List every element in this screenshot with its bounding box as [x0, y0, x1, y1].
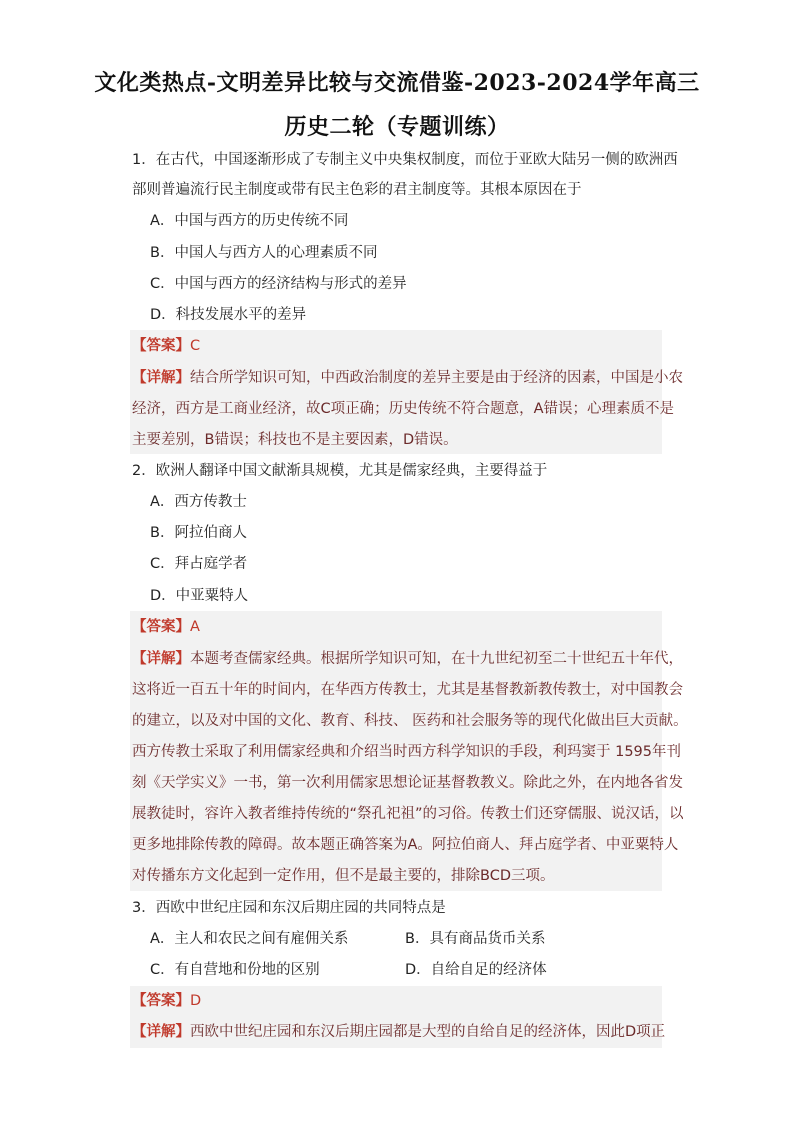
q1-option-b: B．中国人与西方人的心理素质不同	[150, 245, 378, 261]
q2-detail-line-4: 西方传教士采取了利用儒家经典和介绍当时西方科学知识的手段，利玛窦于 1595年刊	[132, 744, 682, 760]
q3-option-d: D．自给自足的经济体	[405, 962, 547, 978]
q2-stem-line-1: 2．欧洲人翻译中国文献渐具规模，尤其是儒家经典，主要得益于	[132, 463, 548, 479]
q1-stem-line-2: 部则普遍流行民主制度或带有民主色彩的君主制度等。其根本原因在于	[132, 182, 582, 198]
q3-option-c: C．有自营地和份地的区别	[150, 962, 320, 978]
q2-option-a: A．西方传教士	[150, 494, 247, 510]
q2-detail-line-2: 这将近一百五十年的时间内，在华西方传教士，尤其是基督教新教传教士，对中国教会	[132, 682, 683, 698]
q3-detail-text-1: 西欧中世纪庄园和东汉后期庄园都是大型的自给自足的经济体，因此D项正	[190, 1024, 666, 1040]
q2-detail-tag: 【详解】	[132, 651, 190, 667]
q2-detail-text-1: 本题考查儒家经典。根据所学知识可知，在十九世纪初至二十世纪五十年代，	[190, 651, 683, 667]
document-title-line-1: 文化类热点-文明差异比较与交流借鉴-2023-2024学年高三	[94, 70, 700, 96]
q2-option-b: B．阿拉伯商人	[150, 525, 247, 541]
q1-answer-value: C	[190, 338, 201, 354]
q1-option-c: C．中国与西方的经济结构与形式的差异	[150, 276, 407, 292]
q2-answer-tag: 【答案】	[132, 619, 190, 635]
q2-detail-line-7: 更多地排除传教的障碍。故本题正确答案为A。阿拉伯商人、拜占庭学者、中亚粟特人	[132, 837, 679, 853]
q2-detail-line-6: 展教徒时，容许入教者维持传统的“祭孔祀祖”的习俗。传教士们还穿儒服、说汉话，以	[132, 806, 684, 822]
document-title-line-2: 历史二轮（专题训练）	[284, 114, 510, 140]
q2-answer	[132, 617, 662, 637]
q1-detail-line-1	[132, 368, 683, 388]
q1-detail-line-3: 主要差别，B错误；科技也不是主要因素，D错误。	[132, 432, 458, 448]
q2-option-c: C．拜占庭学者	[150, 556, 248, 572]
q3-answer-value: D	[190, 993, 202, 1009]
q2-detail-line-5: 刻《天学实义》一书，第一次利用儒家思想论证基督教教义。除此之外，在内地各省发	[132, 775, 683, 791]
q2-detail-line-8: 对传播东方文化起到一定作用，但不是最主要的，排除BCD三项。	[132, 868, 555, 884]
q1-detail-line-2: 经济，西方是工商业经济，故C项正确；历史传统不符合题意，A错误；心理素质不是	[132, 401, 675, 417]
q3-option-b: B．具有商品货币关系	[405, 931, 546, 947]
q3-answer	[132, 991, 662, 1011]
q1-detail-text-1: 结合所学知识可知，中西政治制度的差异主要是由于经济的因素，中国是小农	[190, 370, 683, 386]
q1-stem-line-1: 1．在古代，中国逐渐形成了专制主义中央集权制度，而位于亚欧大陆另一侧的欧洲西	[132, 152, 678, 168]
q1-answer-tag: 【答案】	[132, 338, 190, 354]
q3-option-a: A．主人和农民之间有雇佣关系	[150, 931, 349, 947]
q2-detail-line-1	[132, 649, 683, 669]
q3-detail-line-1	[132, 1022, 666, 1042]
q2-answer-value: A	[190, 619, 200, 635]
q2-option-d: D．中亚粟特人	[150, 588, 249, 604]
q1-option-d: D．科技发展水平的差异	[150, 307, 307, 323]
q3-stem-line-1: 3．西欧中世纪庄园和东汉后期庄园的共同特点是	[132, 900, 446, 916]
q3-answer-tag: 【答案】	[132, 993, 190, 1009]
q2-detail-line-3: 的建立，以及对中国的文化、教育、科技、 医药和社会服务等的现代化做出巨大贡献。	[132, 713, 688, 729]
q1-option-a: A．中国与西方的历史传统不同	[150, 213, 349, 229]
q1-detail-tag: 【详解】	[132, 370, 190, 386]
q1-answer	[132, 336, 662, 356]
q3-detail-tag: 【详解】	[132, 1024, 190, 1040]
